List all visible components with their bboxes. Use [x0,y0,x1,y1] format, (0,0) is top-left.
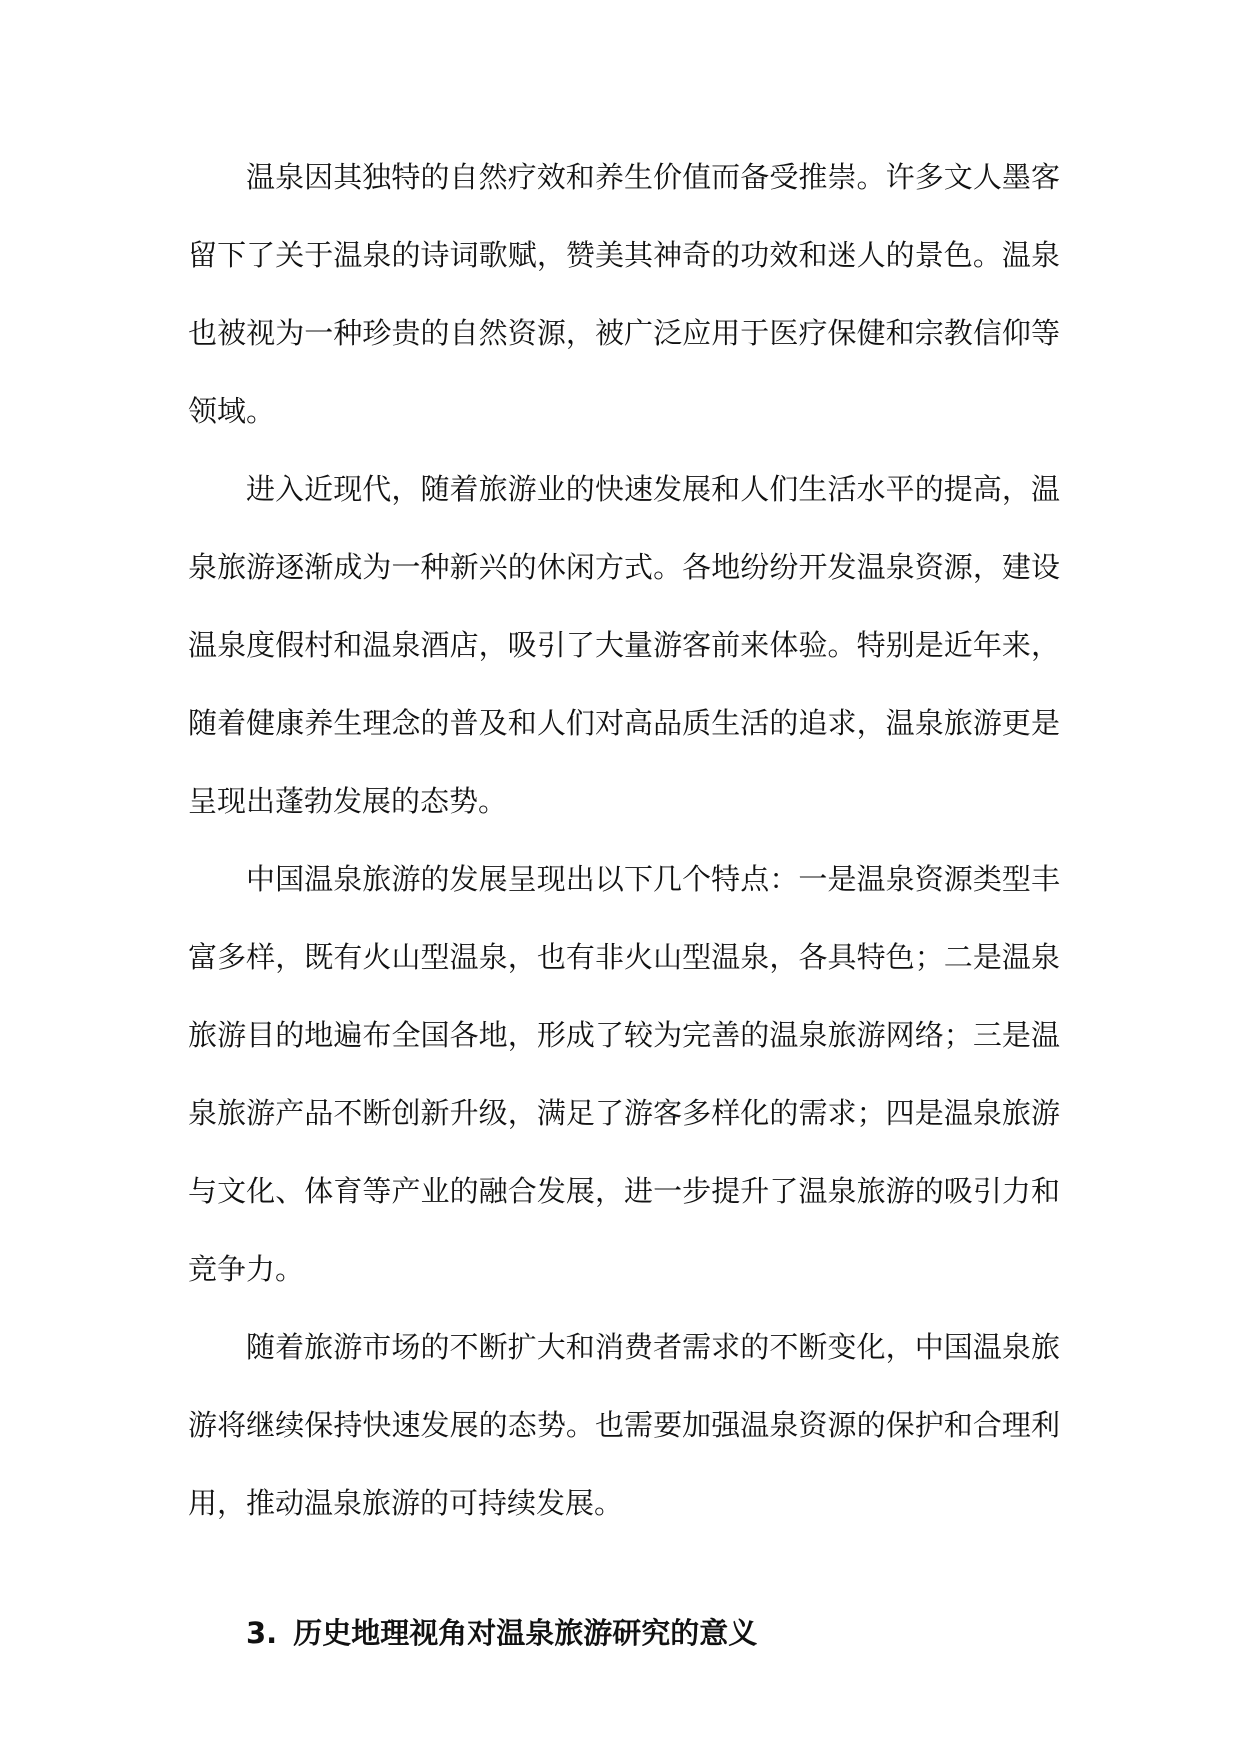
paragraph-1: 温泉因其独特的自然疗效和养生价值而备受推崇。许多文人墨客留下了关于温泉的诗词歌赋，赞美其神奇的功效和迷人的景色。温泉也被视为一种珍贵的自然资源，被广泛应用于医疗保健和宗教信仰等领域。 [188,160,1060,428]
paragraph-2: 进入近现代，随着旅游业的快速发展和人们生活水平的提高，温泉旅游逐渐成为一种新兴的休闲方式。各地纷纷开发温泉资源，建设温泉度假村和温泉酒店，吸引了大量游客前来体验。特别是近年来，随着健康养生理念的普及和人们对高品质生活的追求，温泉旅游更是呈现出蓬勃发展的态势。 [188,472,1060,818]
paragraph-3: 中国温泉旅游的发展呈现出以下几个特点：一是温泉资源类型丰富多样，既有火山型温泉，也有非火山型温泉，各具特色；二是温泉旅游目的地遍布全国各地，形成了较为完善的温泉旅游网络；三是温泉旅游产品不断创新升级，满足了游客多样化的需求；四是温泉旅游与文化、体育等产业的融合发展，进一步提升了温泉旅游的吸引力和竞争力。 [188,862,1060,1286]
paragraph-4: 随着旅游市场的不断扩大和消费者需求的不断变化，中国温泉旅游将继续保持快速发展的态势。也需要加强温泉资源的保护和合理利用，推动温泉旅游的可持续发展。 [188,1330,1060,1520]
section-heading [188,1594,1060,1672]
section-number: 3. [246,1616,278,1650]
section-title: 历史地理视角对温泉旅游研究的意义 [293,1616,758,1650]
body-text [188,138,1060,1672]
